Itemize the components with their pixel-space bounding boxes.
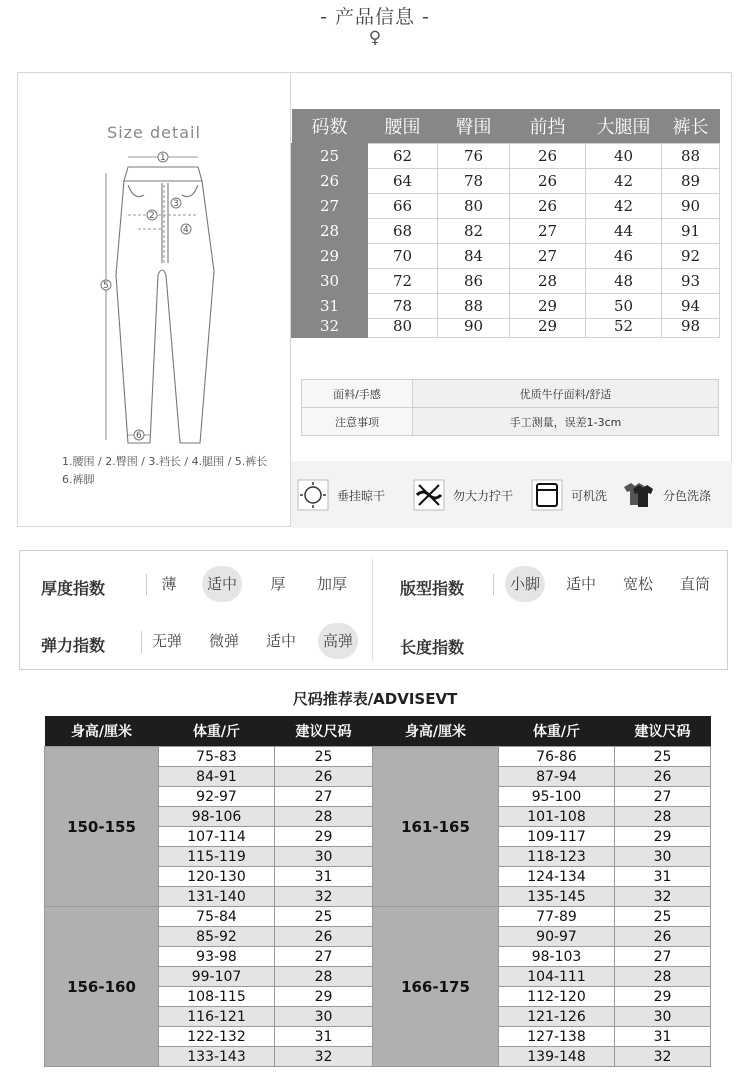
recommended-size-cell: 30 [275, 847, 373, 867]
measurement-cell: 89 [662, 169, 720, 194]
measurement-cell: 98 [662, 319, 720, 338]
recommended-size-cell: 27 [615, 787, 711, 807]
recommended-size-cell: 27 [275, 947, 373, 967]
measurement-cell: 80 [438, 194, 510, 219]
recommended-size-cell: 32 [275, 887, 373, 907]
weight-range-cell: 77-89 [499, 907, 615, 927]
size-table-header: 裤长 [662, 109, 720, 144]
measurement-cell: 27 [510, 244, 586, 269]
thickness-index-label: 厚度指数 [41, 579, 106, 598]
weight-range-cell: 108-115 [159, 987, 275, 1007]
measurement-cell: 84 [438, 244, 510, 269]
weight-range-cell: 107-114 [159, 827, 275, 847]
care-item [297, 477, 385, 513]
weight-range-cell: 92-97 [159, 787, 275, 807]
recommended-size-cell: 25 [615, 907, 711, 927]
elasticity-index-label: 弹力指数 [41, 636, 106, 655]
recommendation-row [373, 747, 711, 767]
measurement-cell: 90 [438, 319, 510, 338]
weight-range-cell: 98-103 [499, 947, 615, 967]
size-table-row [292, 269, 720, 294]
recommended-size-cell: 28 [275, 807, 373, 827]
care-label: 可机洗 [571, 488, 608, 503]
weight-range-cell: 127-138 [499, 1027, 615, 1047]
size-header: 建议尺码 [615, 716, 711, 747]
diagram-legend: 6.裤脚 [62, 473, 95, 486]
recommended-size-cell: 27 [275, 787, 373, 807]
height-range-cell: 161-165 [373, 747, 499, 907]
recommended-size-cell: 28 [275, 967, 373, 987]
weight-range-cell: 90-97 [499, 927, 615, 947]
weight-range-cell: 120-130 [159, 867, 275, 887]
diagram-mark-2: 2 [149, 211, 155, 221]
recommended-size-cell: 32 [615, 887, 711, 907]
measurement-cell: 40 [586, 144, 662, 169]
sun-hang-dry-icon [297, 479, 329, 511]
machine-wash-icon [531, 479, 563, 511]
weight-range-cell: 76-86 [499, 747, 615, 767]
size-table-header: 码数 [292, 109, 368, 144]
fit-option: 直筒 [679, 575, 710, 593]
size-code-cell: 28 [292, 219, 368, 244]
size-table-row [292, 294, 720, 319]
recommended-size-cell: 29 [275, 987, 373, 1007]
recommended-size-cell: 30 [615, 1007, 711, 1027]
measurement-cell: 70 [368, 244, 438, 269]
recommendation-row [45, 747, 373, 767]
fabric-row [302, 380, 719, 408]
measurement-cell: 44 [586, 219, 662, 244]
care-label: 垂挂晾干 [337, 488, 386, 503]
diagram-mark-3: 3 [173, 199, 179, 209]
fabric-row [302, 408, 719, 436]
measurement-cell: 82 [438, 219, 510, 244]
measurement-cell: 29 [510, 294, 586, 319]
weight-range-cell: 116-121 [159, 1007, 275, 1027]
elasticity-option: 无弹 [151, 632, 182, 650]
product-index-panel [19, 550, 728, 670]
diagram-legend: 1.腰围 / 2.臀围 / 3.裆长 / 4.腿围 / 5.裤长 [62, 455, 268, 468]
weight-range-cell: 122-132 [159, 1027, 275, 1047]
care-label: 分色洗涤 [663, 488, 712, 503]
recommended-size-cell: 26 [275, 927, 373, 947]
height-range-cell: 166-175 [373, 907, 499, 1067]
weight-range-cell: 75-84 [159, 907, 275, 927]
weight-range-cell: 131-140 [159, 887, 275, 907]
fit-option: 宽松 [622, 575, 653, 593]
recommended-size-cell: 28 [615, 807, 711, 827]
section-title: - 产品信息 - [320, 6, 430, 28]
fabric-value: 手工测量，误差1-3cm [413, 408, 719, 436]
weight-range-cell: 135-145 [499, 887, 615, 907]
weight-range-cell: 75-83 [159, 747, 275, 767]
measurement-cell: 80 [368, 319, 438, 338]
weight-range-cell: 139-148 [499, 1047, 615, 1067]
measurement-cell: 66 [368, 194, 438, 219]
size-table-row [292, 194, 720, 219]
thickness-option: 薄 [161, 575, 177, 593]
measurement-cell: 88 [438, 294, 510, 319]
recommendation-row [373, 907, 711, 927]
fit-index-label: 版型指数 [400, 579, 465, 598]
fit-option: 适中 [565, 575, 596, 593]
size-code-cell: 27 [292, 194, 368, 219]
measurement-cell: 88 [662, 144, 720, 169]
diagram-mark-4: 4 [183, 225, 189, 235]
weight-range-cell: 112-120 [499, 987, 615, 1007]
size-code-cell: 30 [292, 269, 368, 294]
elasticity-option-selected: 高弹 [318, 623, 358, 659]
size-table [291, 109, 720, 338]
fabric-value: 优质牛仔面料/舒适 [413, 380, 719, 408]
weight-range-cell: 115-119 [159, 847, 275, 867]
height-header: 身高/厘米 [373, 716, 499, 747]
weight-range-cell: 133-143 [159, 1047, 275, 1067]
recommended-size-cell: 31 [275, 1027, 373, 1047]
size-table-header: 前挡 [510, 109, 586, 144]
recommended-size-cell: 27 [615, 947, 711, 967]
measurement-cell: 42 [586, 194, 662, 219]
size-code-cell: 25 [292, 144, 368, 169]
recommended-size-cell: 32 [615, 1047, 711, 1067]
size-table-row [292, 244, 720, 269]
recommended-size-cell: 30 [615, 847, 711, 867]
measurement-cell: 26 [510, 194, 586, 219]
measurement-cell: 68 [368, 219, 438, 244]
recommended-size-cell: 26 [275, 767, 373, 787]
weight-range-cell: 124-134 [499, 867, 615, 887]
size-code-cell: 26 [292, 169, 368, 194]
measurement-cell: 72 [368, 269, 438, 294]
measurement-cell: 29 [510, 319, 586, 338]
separate-wash-icon [621, 479, 655, 511]
no-wring-icon [413, 479, 445, 511]
care-item [621, 477, 711, 513]
measurement-cell: 27 [510, 219, 586, 244]
pants-diagram-icon [68, 145, 248, 450]
recommended-size-cell: 31 [615, 1027, 711, 1047]
fit-option-selected: 小脚 [505, 566, 545, 602]
recommended-size-cell: 29 [615, 987, 711, 1007]
diagram-mark-6: 6 [136, 431, 142, 441]
size-table-row [292, 169, 720, 194]
measurement-cell: 26 [510, 169, 586, 194]
size-code-cell: 32 [292, 319, 368, 338]
size-table-row [292, 319, 720, 338]
weight-range-cell: 104-111 [499, 967, 615, 987]
measurement-cell: 26 [510, 144, 586, 169]
diagram-mark-1: 1 [160, 153, 166, 163]
measurement-cell: 92 [662, 244, 720, 269]
elasticity-option: 微弹 [208, 632, 239, 650]
elasticity-option: 适中 [265, 632, 296, 650]
measurement-cell: 48 [586, 269, 662, 294]
size-detail-panel [17, 72, 732, 527]
size-table-header: 大腿围 [586, 109, 662, 144]
size-table-header: 腰围 [368, 109, 438, 144]
weight-header: 体重/斤 [499, 716, 615, 747]
weight-range-cell: 109-117 [499, 827, 615, 847]
size-code-cell: 31 [292, 294, 368, 319]
recommended-size-cell: 32 [275, 1047, 373, 1067]
height-range-cell: 156-160 [45, 907, 159, 1067]
measurement-cell: 50 [586, 294, 662, 319]
length-index-label: 长度指数 [400, 638, 465, 657]
thickness-option: 厚 [270, 575, 286, 593]
measurement-cell: 90 [662, 194, 720, 219]
weight-header: 体重/斤 [159, 716, 275, 747]
recommended-size-cell: 31 [275, 867, 373, 887]
recommended-size-cell: 29 [615, 827, 711, 847]
height-header: 身高/厘米 [45, 716, 159, 747]
size-code-cell: 29 [292, 244, 368, 269]
recommendation-table-left [44, 716, 373, 1067]
weight-range-cell: 121-126 [499, 1007, 615, 1027]
measurement-cell: 94 [662, 294, 720, 319]
size-detail-title: Size detail [107, 123, 201, 142]
weight-range-cell: 95-100 [499, 787, 615, 807]
size-table-header: 臀围 [438, 109, 510, 144]
recommendation-title: 尺码推荐表/ADVISEVT [292, 690, 458, 708]
thickness-option-selected: 适中 [202, 566, 242, 602]
measurement-cell: 86 [438, 269, 510, 294]
recommendation-table-right [372, 716, 711, 1067]
care-item [413, 477, 513, 513]
measurement-cell: 76 [438, 144, 510, 169]
measurement-cell: 28 [510, 269, 586, 294]
size-table-row [292, 219, 720, 244]
fabric-key: 面料/手感 [302, 380, 413, 408]
pants-diagram-box [18, 73, 291, 526]
recommended-size-cell: 25 [615, 747, 711, 767]
height-range-cell: 150-155 [45, 747, 159, 907]
measurement-cell: 93 [662, 269, 720, 294]
recommended-size-cell: 25 [275, 907, 373, 927]
size-table-row [292, 144, 720, 169]
measurement-cell: 78 [438, 169, 510, 194]
measurement-cell: 52 [586, 319, 662, 338]
recommended-size-cell: 31 [615, 867, 711, 887]
fabric-info-table [301, 379, 719, 436]
weight-range-cell: 118-123 [499, 847, 615, 867]
fabric-key: 注意事项 [302, 408, 413, 436]
measurement-cell: 46 [586, 244, 662, 269]
weight-range-cell: 84-91 [159, 767, 275, 787]
care-label: 勿大力拧干 [453, 488, 514, 503]
measurement-cell: 42 [586, 169, 662, 194]
recommended-size-cell: 26 [615, 927, 711, 947]
weight-range-cell: 101-108 [499, 807, 615, 827]
measurement-cell: 91 [662, 219, 720, 244]
female-symbol: ♀ [368, 28, 382, 48]
recommended-size-cell: 30 [275, 1007, 373, 1027]
measurement-cell: 64 [368, 169, 438, 194]
weight-range-cell: 98-106 [159, 807, 275, 827]
recommended-size-cell: 26 [615, 767, 711, 787]
weight-range-cell: 93-98 [159, 947, 275, 967]
weight-range-cell: 87-94 [499, 767, 615, 787]
weight-range-cell: 85-92 [159, 927, 275, 947]
weight-range-cell: 99-107 [159, 967, 275, 987]
recommended-size-cell: 25 [275, 747, 373, 767]
recommended-size-cell: 29 [275, 827, 373, 847]
recommended-size-cell: 28 [615, 967, 711, 987]
measurement-cell: 78 [368, 294, 438, 319]
care-instructions [291, 461, 732, 528]
measurement-cell: 62 [368, 144, 438, 169]
diagram-mark-5: 5 [103, 281, 109, 291]
thickness-option: 加厚 [316, 575, 347, 593]
recommendation-row [45, 907, 373, 927]
care-item [531, 477, 607, 513]
size-header: 建议尺码 [275, 716, 373, 747]
